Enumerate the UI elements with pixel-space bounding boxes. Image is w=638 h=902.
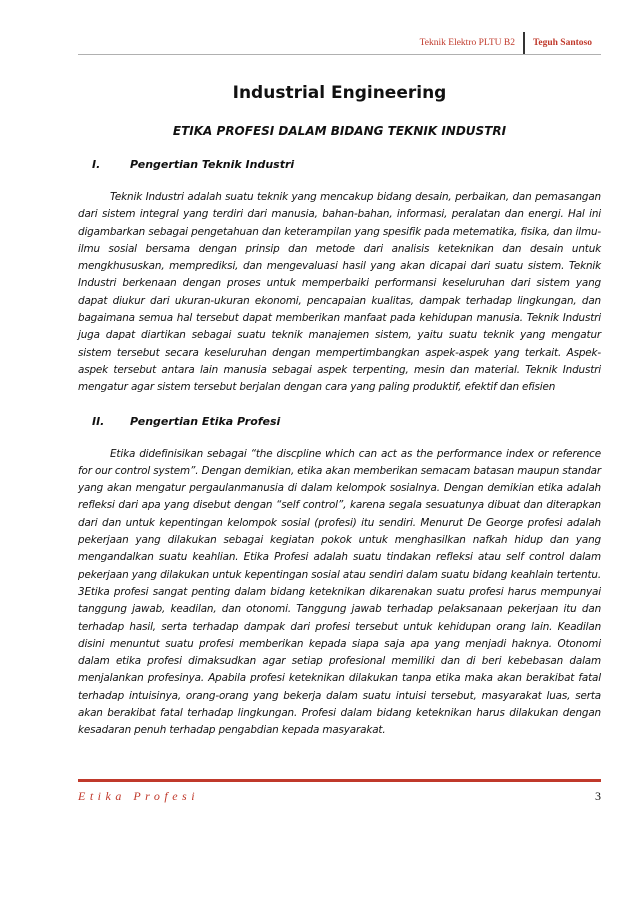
section-title: Pengertian Etika Profesi xyxy=(130,414,281,428)
page-number: 3 xyxy=(595,789,601,803)
section-heading xyxy=(92,413,601,431)
header-rule xyxy=(78,54,601,55)
section-title: Pengertian Teknik Industri xyxy=(130,158,295,171)
section-number: I. xyxy=(92,158,101,171)
document-subtitle: ETIKA PROFESI DALAM BIDANG TEKNIK INDUSTRI xyxy=(172,124,507,138)
footer-rule xyxy=(78,779,601,782)
section-paragraph: Etika didefinisikan sebagai “the discpline which can act as the performance index or reference for our control system”. Dengan demikian, etika akan memberikan semacam batasan maupun standar yang akan mengatur pergaulanmanusia di dalam kelompok sosialnya. Dengan demikian etika adalah refleksi dari apa yang disebut dengan “self control”, karena segala sesuatunya dibuat dan diterapkan dari dan untuk kepentingan kelompok sosial (profesi) itu sendiri. Menurut De George profesi adalah pekerjaan yang dilakukan sebagai kegiatan pokok untuk menghasilkan nafkah hidup dan yang mengandalkan suatu keahlian. Etika Profesi adalah suatu tindakan refleksi atau self control dalam pekerjaan yang dilakukan untuk kepentingan sosial atau sendiri dalam suatu bidang keahlain tertentu. 3Etika profesi sangat penting dalam bidang keteknikan dikarenakan suatu profesi harus mempunyai tanggung jawab, keadilan, dan otonomi. Tanggung jawab terhadap pelaksanaan pekerjaan itu dan terhadap hasil, serta terhadap dampak dari profesi tersebut untuk kehidupan orang lain. Keadilan disini menuntut suatu profesi memberikan kepada siapa saja apa yang menjadi haknya. Otonomi dalam etika profesi dimaksudkan agar setiap profesional memiliki dan di beri kebebasan dalam menjalankan profesinya. Apabila profesi keteknikan dilakukan tanpa etika maka akan berakibat fatal terhadap intuisinya, orang-orang yang bekerja dalam suatu intuisi tersebut, masyarakat luas, serta akan berakibat fatal terhadap lingkungan. Profesi dalam bidang keteknikan harus dilakukan dengan kesadaran penuh terhadap pengabdian kepada masyarakat. xyxy=(78,447,601,737)
footer-label: Etika Profesi xyxy=(78,789,200,803)
section-paragraph: Teknik Industri adalah suatu teknik yang mencakup bidang desain, perbaikan, dan pemasangan dari sistem integral yang terdiri dari manusia, bahan-bahan, informasi, peralatan dan energi. Hal ini digambarkan sebagai pengetahuan dan keterampilan yang spesifik pada metematika, fisika, dan ilmu-ilmu sosial bersama dengan prinsip dan metode dari analisis keteknikan dan desain untuk mengkhususkan, memprediksi, dan mengevaluasi hasil yang akan dicapai dari suatu sistem. Teknik Industri berkenaan dengan proses untuk memperbaiki performansi keseluruhan dari sistem yang dapat diukur dari ukuran-ukuran ekonomi, pencapaian kualitas, dampak terhadap lingkungan, dan bagaimana semua hal tersebut dapat memberikan manfaat pada kehidupan manusia. Teknik Industri juga dapat diartikan sebagai suatu teknik manajemen sistem, yaitu suatu teknik yang mengatur sistem tersebut secara keseluruhan dengan mempertimbangkan aspek-aspek yang terkait. Aspek-aspek tersebut antara lain manusia sebagai aspek terpenting, mesin dan material. Teknik Industri mengatur agar sistem tersebut berjalan dengan cara yang paling produktif, efektif dan efisien xyxy=(78,191,601,394)
header-author: Teguh Santoso xyxy=(532,38,592,48)
section-heading xyxy=(92,156,601,174)
section-number: II. xyxy=(92,414,105,428)
page-content xyxy=(78,78,601,740)
header-course: Teknik Elektro PLTU B2 xyxy=(419,38,515,48)
page-title: Industrial Engineering xyxy=(232,83,447,103)
running-header xyxy=(420,32,592,54)
